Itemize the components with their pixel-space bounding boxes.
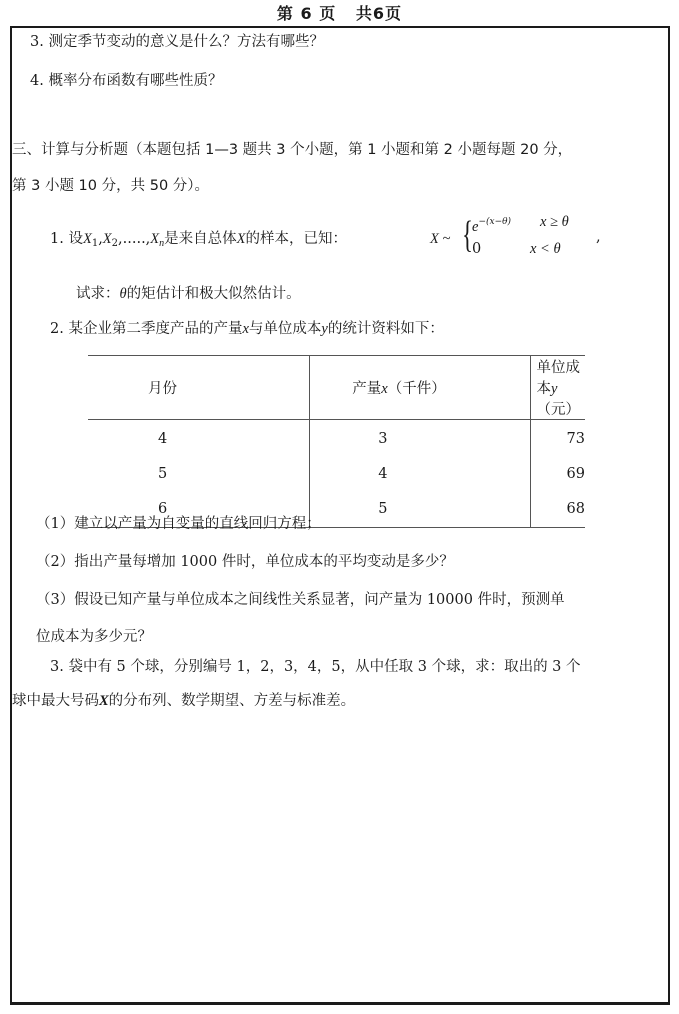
distribution-lhs: X ~ xyxy=(430,231,451,247)
cell-month: 5 xyxy=(88,456,310,492)
question-4-distribution: 4. 概率分布函数有哪些性质？ xyxy=(30,73,223,89)
cell-output: 5 xyxy=(310,492,530,528)
q2-sub-question-3-line2: 位成本为多少元？ xyxy=(36,629,152,645)
header-month: 月份 xyxy=(88,356,310,420)
table-row xyxy=(88,420,585,456)
header-unit-cost: 单位成本y（元） xyxy=(536,360,581,418)
q1-task: 试求：θ的矩估计和极大似然估计。 xyxy=(76,286,301,302)
page-label: 第 6 页 xyxy=(276,4,337,23)
case-1-condition: x ≥ θ xyxy=(540,214,569,230)
cell-month: 4 xyxy=(88,420,310,456)
cell-output: 4 xyxy=(310,456,530,492)
q1-statement: 1. 设$X_1,X_2,.....,X_n$是来自总体X的样本，已知： xyxy=(50,231,348,249)
q2-intro: 2. 某企业第二季度产品的产量x与单位成本y的统计资料如下： xyxy=(50,321,444,337)
page-number-header xyxy=(0,1,679,24)
table-row xyxy=(88,456,585,492)
q2-sub-question-1: （1）建立以产量为自变量的直线回归方程； xyxy=(36,516,321,532)
q2-sub-question-2: （2）指出产量每增加 1000 件时，单位成本的平均变动是多少？ xyxy=(36,554,454,570)
question-3-seasonal: 3. 测定季节变动的意义是什么？方法有哪些？ xyxy=(30,34,324,50)
cell-unit-cost: 69 xyxy=(566,465,585,482)
table-header-row xyxy=(88,356,585,420)
section-3-heading-line1: 三、计算与分析题（本题包括 1—3 题共 3 个小题，第 1 小题和第 2 小题每题 20 分， xyxy=(12,142,573,158)
distribution-comma: , xyxy=(596,229,601,245)
total-pages-label: 共6页 xyxy=(355,4,403,23)
case-2-condition: x < θ xyxy=(530,241,561,257)
header-output: 产量x（千件） xyxy=(310,356,530,420)
q2-sub-question-3-line1: （3）假设已知产量与单位成本之间线性关系显著，问产量为 10000 件时，预测单 xyxy=(36,592,565,608)
cell-month: 6 xyxy=(88,492,310,528)
cell-unit-cost: 68 xyxy=(566,501,585,518)
left-brace-icon: { xyxy=(462,214,473,256)
section-3-heading-line2: 第 3 小题 10 分，共 50 分）。 xyxy=(12,178,210,194)
cell-unit-cost: 73 xyxy=(566,430,585,447)
q3-statement-line1: 3. 袋中有 5 个球，分别编号 1，2，3，4，5，从中任取 3 个球，求：取出的 3 个 xyxy=(50,659,581,675)
case-1-expression: $e^{-(x-\theta)}$ xyxy=(472,217,512,235)
q3-statement-line2: 球中最大号码X的分布列、数学期望、方差与标准差。 xyxy=(12,693,356,709)
production-cost-table xyxy=(88,355,585,528)
cell-output: 3 xyxy=(310,420,530,456)
case-2-expression: 0 xyxy=(472,241,482,257)
